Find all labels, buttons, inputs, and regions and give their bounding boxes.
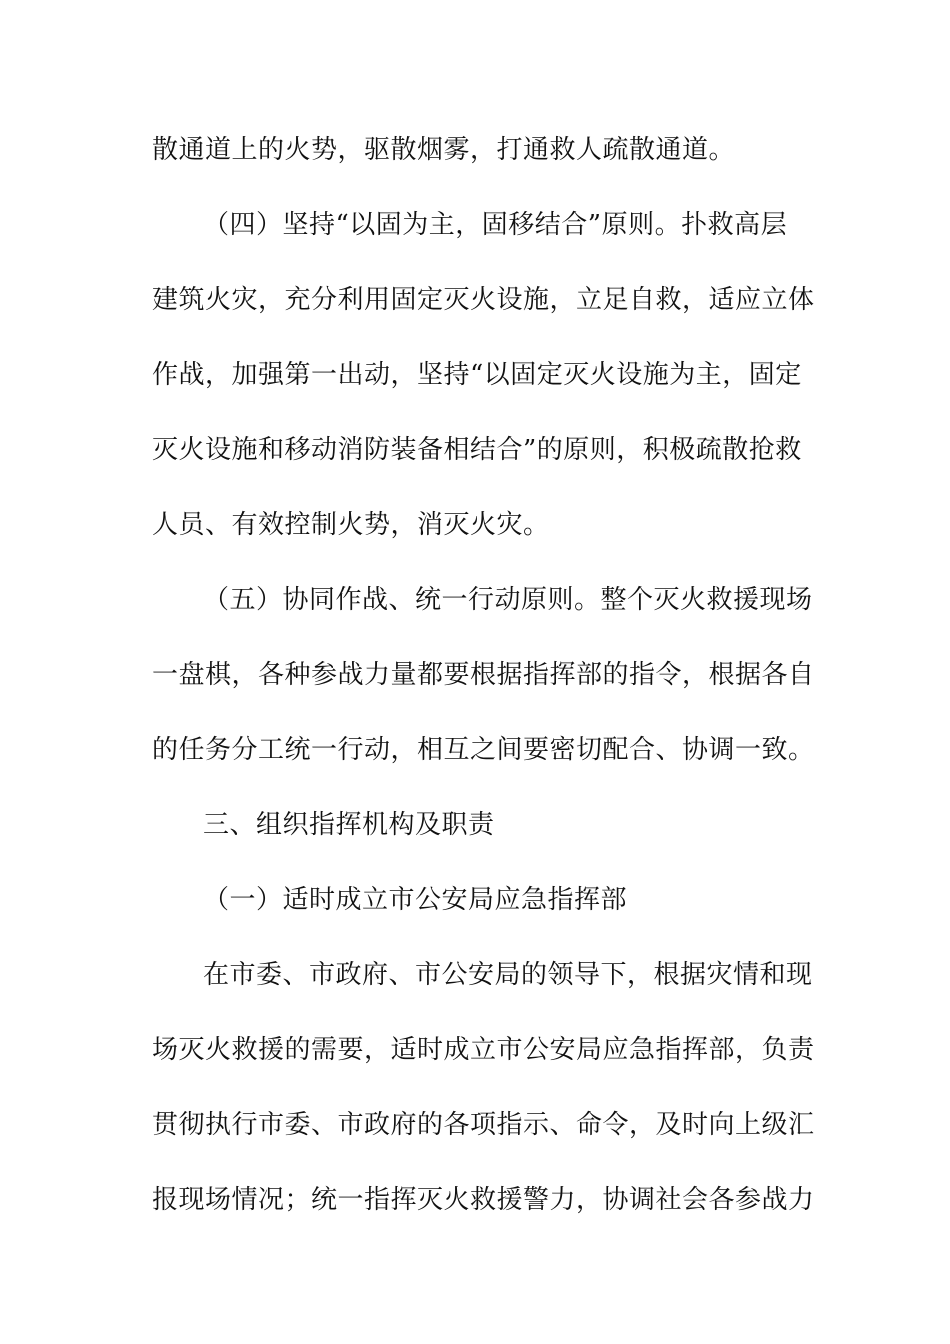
text-line: 贯彻执行市委、市政府的各项指示、命令，及时向上级汇: [152, 1110, 815, 1140]
text-line: 报现场情况；统一指挥灭火救援警力，协调社会各参战力: [152, 1185, 815, 1215]
text-line: （五）协同作战、统一行动原则。整个灭火救援现场: [203, 585, 813, 615]
text-line: 一盘棋，各种参战力量都要根据指挥部的指令，根据各自: [152, 660, 815, 690]
text-line: 作战，加强第一出动，坚持“以固定灭火设施为主，固定: [152, 360, 802, 390]
text-line: 散通道上的火势，驱散烟雾，打通救人疏散通道。: [152, 135, 736, 165]
text-line: 的任务分工统一行动，相互之间要密切配合、协调一致。: [152, 735, 815, 765]
subsection-heading: （一）适时成立市公安局应急指挥部: [203, 885, 628, 915]
text-line: 在市委、市政府、市公安局的领导下，根据灾情和现: [203, 960, 813, 990]
section-heading: 三、组织指挥机构及职责: [203, 810, 495, 840]
text-line: 人员、有效控制火势，消灭火灾。: [152, 510, 550, 540]
text-line: （四）坚持“以固为主，固移结合”原则。扑救高层: [203, 210, 788, 240]
text-line: 灭火设施和移动消防装备相结合”的原则，积极疏散抢救: [152, 435, 802, 465]
text-line: 建筑火灾，充分利用固定灭火设施，立足自救，适应立体: [152, 285, 815, 315]
text-line: 场灭火救援的需要，适时成立市公安局应急指挥部，负责: [152, 1035, 815, 1065]
